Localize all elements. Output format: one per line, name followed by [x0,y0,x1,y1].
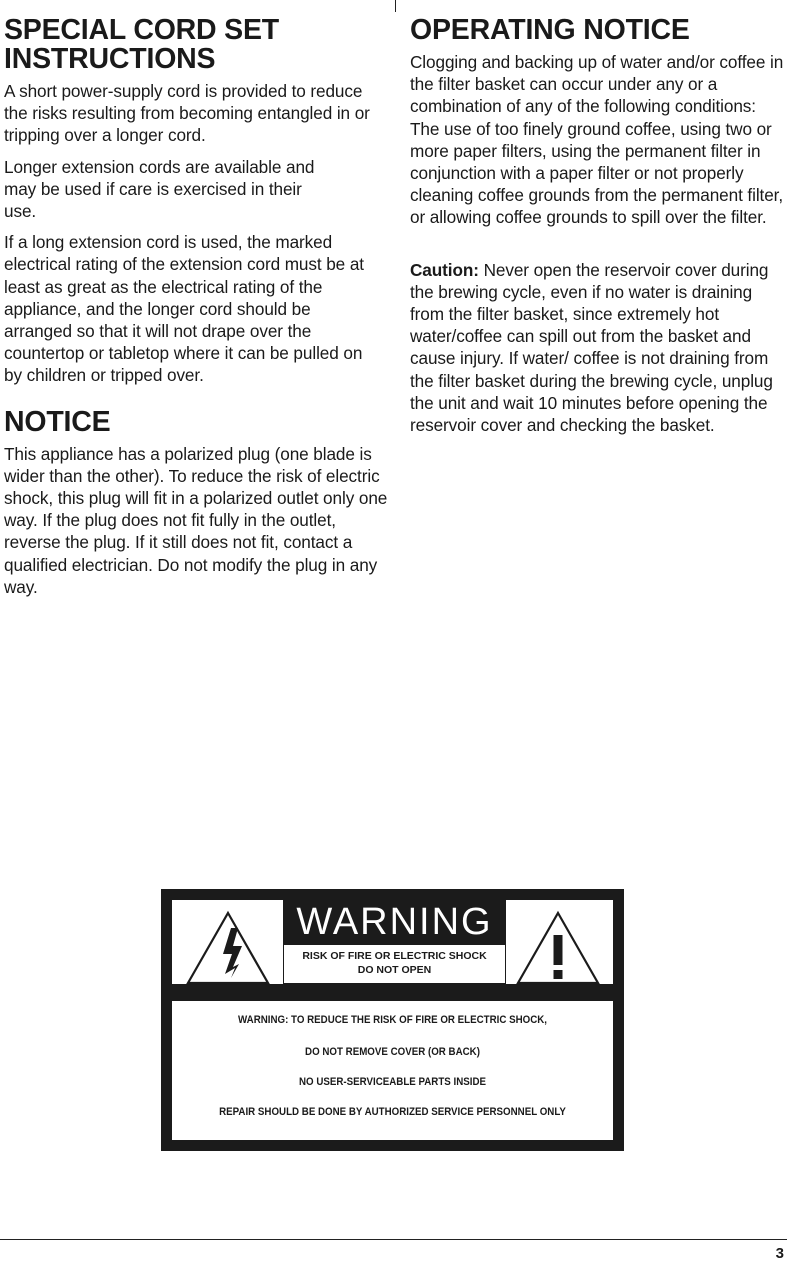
operating-notice-heading: OPERATING NOTICE [410,14,690,46]
right-column [410,16,787,436]
page-number: 3 [775,1245,784,1262]
warning-label-body [172,1001,613,1140]
cord-set-paragraph-2: Longer extension cords are available and may be used if care is exercised in their use. [4,156,315,222]
caution-paragraph [410,259,787,437]
cord-set-paragraph-3: If a long extension cord is used, the marked electrical rating of the extension cord must be at least as great as the electrical rating of the appliance, and the longer cord should be arranged so that it will not drape over the countertop or tabletop where it can be pulled on by children or tripped over. [4,232,364,386]
operating-notice-paragraph: Clogging and backing up of water and/or coffee in the filter basket can occur under any or a combination of any of the following conditions: The use of too finely ground coffee, using two or more paper filters, using the permanent filter in conjunction with a paper filter or not properly cleaning coffee grounds from the permanent filter, or allowing coffee grounds to spill over the filter. [410,52,784,228]
notice-paragraph: This appliance has a polarized plug (one blade is wider than the other). To reduce the risk of electric shock, this plug will fit in a polarized outlet only one way. If the plug does not fit fully in the outlet, reverse the plug. If it still does not fit, contact a qualified electrician. Do not modify the plug in any way. [4,443,388,597]
warning-line-3: NO USER-SERVICEABLE PARTS INSIDE [298,1076,487,1088]
cord-set-paragraph-1: A short power-supply cord is provided to reduce the risks resulting from becoming entangled in or tripping over a longer cord. [4,81,370,146]
warning-line-2: DO NOT REMOVE COVER (OR BACK) [305,1046,480,1058]
exclamation-warning-icon [515,910,601,986]
warning-line-1: WARNING: TO REDUCE THE RISK OF FIRE OR ELECTRIC SHOCK, [237,1014,548,1026]
left-column [4,16,388,598]
lightning-warning-icon [185,910,271,986]
footer-rule [0,1239,787,1240]
column-divider [395,0,396,12]
warning-label-box [161,889,624,1151]
cord-set-heading: SPECIAL CORD SET INSTRUCTIONS [4,14,279,75]
warning-label-header [172,900,613,984]
caution-label: Caution: [410,259,479,280]
caution-text: Never open the reservoir cover during the brewing cycle, even if no water is draining from the filter basket, since extremely hot water/coffee can spill out from the basket and cause injury. If water/ coffee is not draining from the filter basket during the brewing cycle, unplug the unit and wait 10 minutes before opening the reservoir cover and checking the basket. [410,259,773,436]
warning-subtitle-line-2: DO NOT OPEN [357,964,432,976]
warning-title: WARNING [283,900,506,945]
notice-heading: NOTICE [4,405,111,438]
warning-line-4: REPAIR SHOULD BE DONE BY AUTHORIZED SERVICE PERSONNEL ONLY [219,1106,566,1118]
warning-subtitle [283,945,506,984]
warning-subtitle-line-1: RISK OF FIRE OR ELECTRIC SHOCK [302,950,487,962]
